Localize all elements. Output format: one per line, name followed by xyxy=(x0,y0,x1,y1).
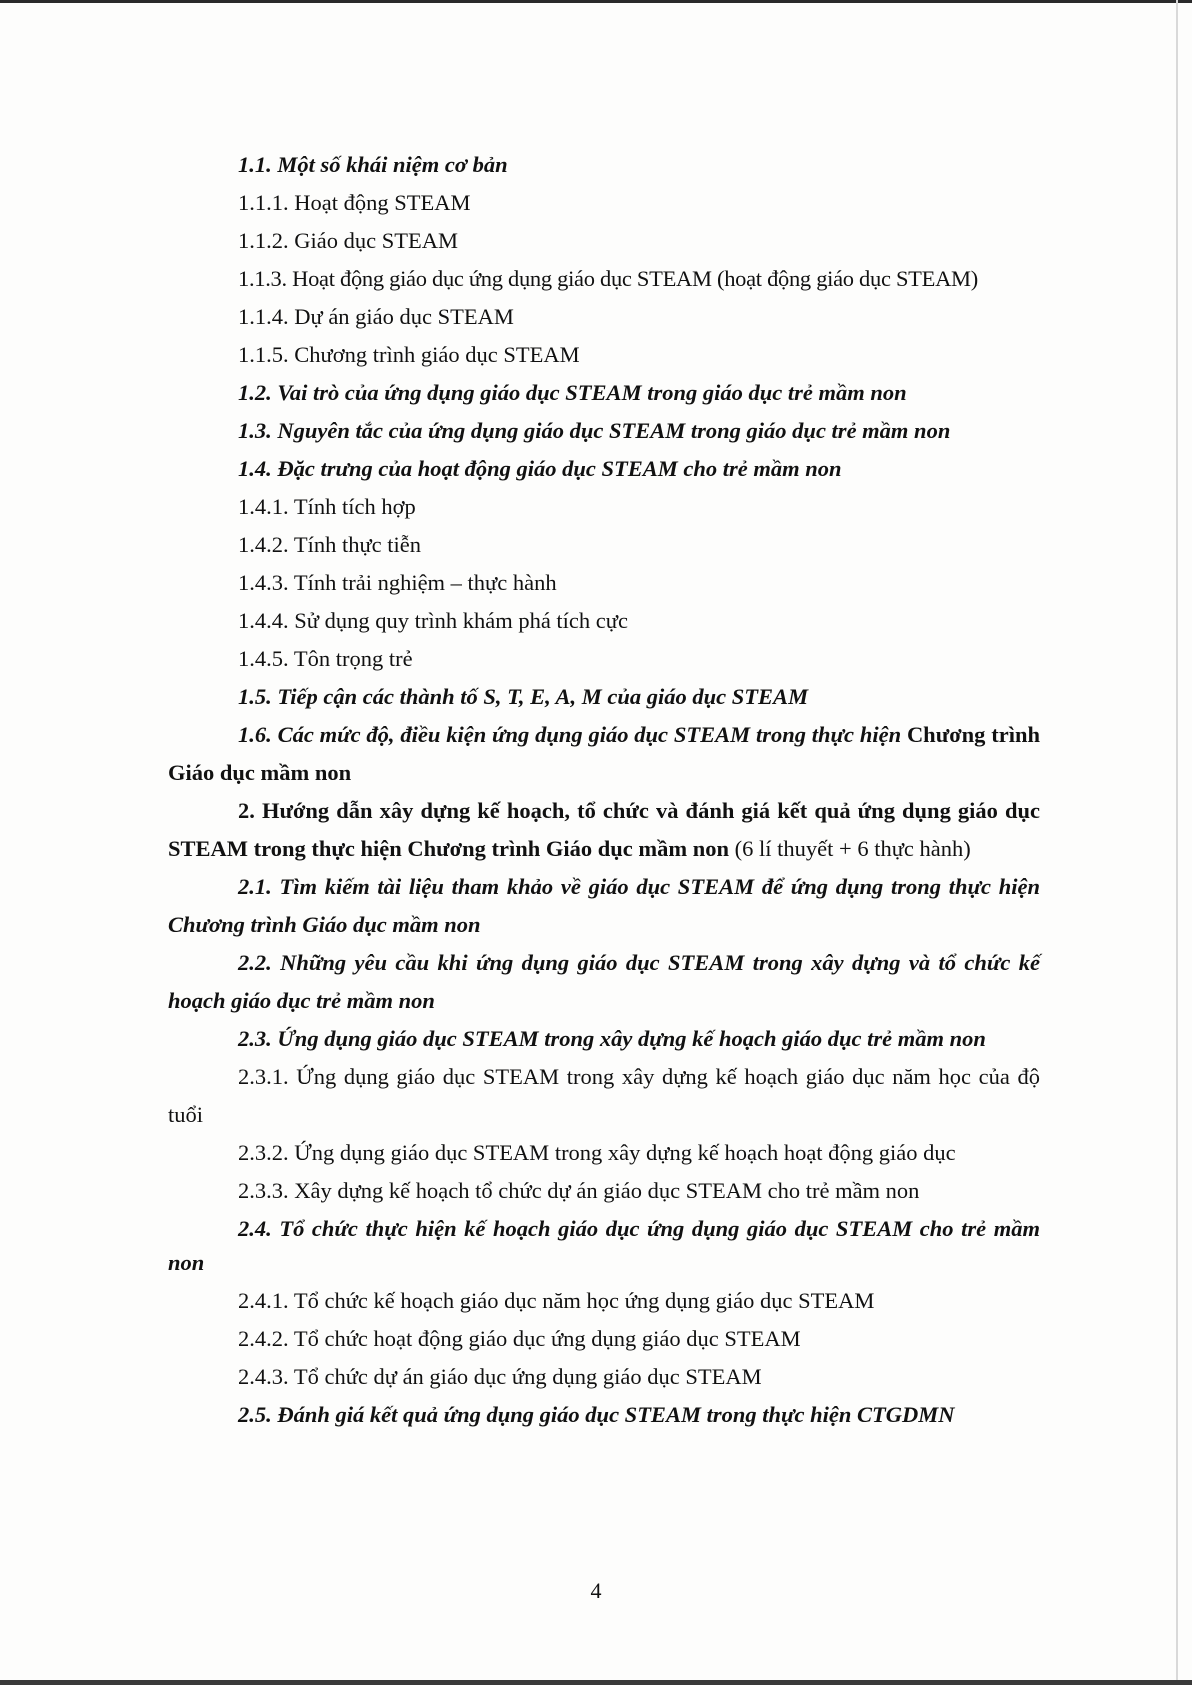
item-1-1-1: 1.1.1. Hoạt động STEAM xyxy=(238,190,471,215)
heading-1-2: 1.2. Vai trò của ứng dụng giáo dục STEAM trong giáo dục trẻ mầm non xyxy=(238,380,907,405)
heading-2-note: (6 lí thuyết + 6 thực hành) xyxy=(729,836,971,861)
table-of-contents xyxy=(168,146,1040,1434)
item-1-1-2: 1.1.2. Giáo dục STEAM xyxy=(238,228,458,253)
heading-1-6 xyxy=(168,716,1040,792)
heading-1-3: 1.3. Nguyên tắc của ứng dụng giáo dục STEAM trong giáo dục trẻ mầm non xyxy=(238,418,951,443)
heading-2-3: 2.3. Ứng dụng giáo dục STEAM trong xây dựng kế hoạch giáo dục trẻ mầm non xyxy=(238,1026,986,1051)
item-1-4-3: 1.4.3. Tính trải nghiệm – thực hành xyxy=(238,570,557,595)
item-2-3-3: 2.3.3. Xây dựng kế hoạch tổ chức dự án giáo dục STEAM cho trẻ mầm non xyxy=(238,1178,920,1203)
page-number: 4 xyxy=(590,1578,602,1603)
item-2-4-3: 2.4.3. Tổ chức dự án giáo dục ứng dụng giáo dục STEAM xyxy=(238,1364,762,1389)
item-2-4-1: 2.4.1. Tổ chức kế hoạch giáo dục năm học ứng dụng giáo dục STEAM xyxy=(238,1288,875,1313)
heading-1-1: 1.1. Một số khái niệm cơ bản xyxy=(238,152,508,177)
heading-2-4: 2.4. Tổ chức thực hiện kế hoạch giáo dục ứng dụng giáo dục STEAM cho trẻ mầm non xyxy=(168,1216,1040,1275)
item-1-4-4: 1.4.4. Sử dụng quy trình khám phá tích cực xyxy=(238,608,628,633)
heading-2-1: 2.1. Tìm kiếm tài liệu tham khảo về giáo dục STEAM để ứng dụng trong thực hiện Chương trình Giáo dục mầm non xyxy=(168,874,1040,937)
heading-1-6-bold: Chương trình Giáo dục mầm non xyxy=(168,722,1041,785)
item-1-1-4: 1.1.4. Dự án giáo dục STEAM xyxy=(238,304,514,329)
item-1-4-5: 1.4.5. Tôn trọng trẻ xyxy=(238,646,413,671)
heading-1-4: 1.4. Đặc trưng của hoạt động giáo dục STEAM cho trẻ mầm non xyxy=(238,456,842,481)
scan-top-border xyxy=(0,0,1192,3)
heading-1-6-italic: 1.6. Các mức độ, điều kiện ứng dụng giáo dục STEAM trong thực hiện xyxy=(238,722,902,747)
heading-2-2: 2.2. Những yêu cầu khi ứng dụng giáo dục STEAM trong xây dựng và tổ chức kế hoạch giáo dục trẻ mầm non xyxy=(168,950,1040,1013)
heading-2-title: 2. Hướng dẫn xây dựng kế hoạch, tổ chức và đánh giá kết quả ứng dụng giáo dục STEAM trong thực hiện Chương trình Giáo dục mầm non xyxy=(168,798,1040,861)
item-1-1-5: 1.1.5. Chương trình giáo dục STEAM xyxy=(238,342,580,367)
item-2-4-2: 2.4.2. Tổ chức hoạt động giáo dục ứng dụng giáo dục STEAM xyxy=(238,1326,801,1351)
item-2-3-2: 2.3.2. Ứng dụng giáo dục STEAM trong xây dựng kế hoạch hoạt động giáo dục xyxy=(238,1140,956,1165)
item-1-1-3: 1.1.3. Hoạt động giáo dục ứng dụng giáo dục STEAM (hoạt động giáo dục STEAM) xyxy=(238,266,978,291)
scan-bottom-border xyxy=(0,1680,1192,1685)
item-1-4-1: 1.4.1. Tính tích hợp xyxy=(238,494,416,519)
item-2-3-1: 2.3.1. Ứng dụng giáo dục STEAM trong xây dựng kế hoạch giáo dục năm học của độ tuổi xyxy=(168,1064,1040,1127)
item-1-4-2: 1.4.2. Tính thực tiễn xyxy=(238,532,422,557)
heading-1-5: 1.5. Tiếp cận các thành tố S, T, E, A, M của giáo dục STEAM xyxy=(238,684,809,709)
heading-2 xyxy=(168,792,1040,868)
heading-2-5: 2.5. Đánh giá kết quả ứng dụng giáo dục STEAM trong thực hiện CTGDMN xyxy=(238,1402,955,1427)
scan-right-edge xyxy=(1176,0,1178,1685)
